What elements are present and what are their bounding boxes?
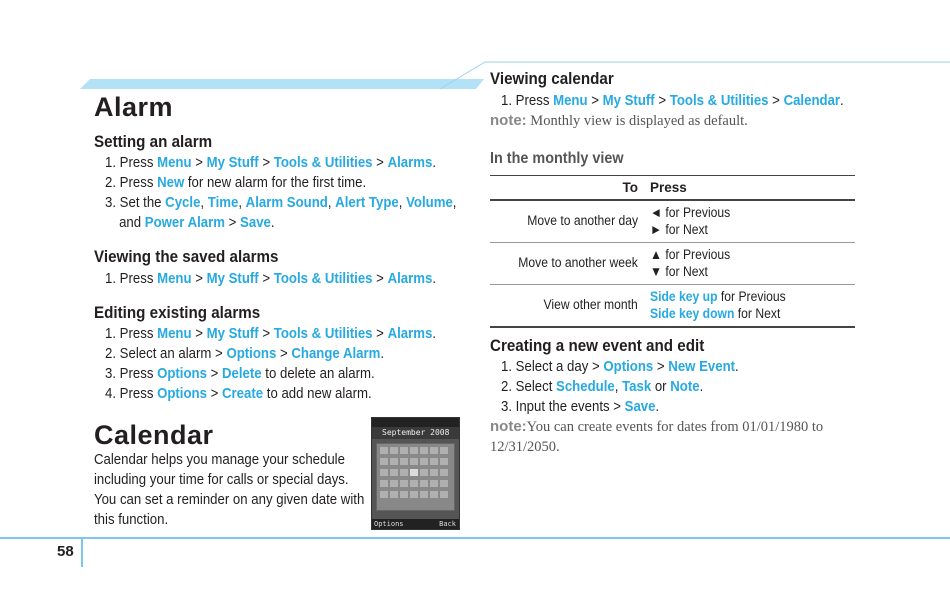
menu-path-term: Options: [157, 385, 207, 402]
step-text: >: [191, 270, 207, 287]
step-line: [105, 269, 436, 289]
phone-calendar-screenshot: [371, 417, 460, 530]
step-prefix: 1. Press: [105, 270, 158, 287]
menu-path-term: Schedule: [556, 378, 615, 395]
step-line: [105, 193, 456, 213]
menu-path-term: Tools & Utilities: [273, 270, 373, 287]
step-text: >: [224, 214, 241, 231]
setting-alarm-heading: Setting an alarm: [94, 133, 213, 151]
step-line: [105, 173, 456, 193]
menu-path-term: My Stuff: [206, 325, 259, 342]
step-prefix: and: [119, 214, 145, 231]
step-line: [105, 384, 436, 404]
viewing-calendar-heading: Viewing calendar: [490, 70, 614, 88]
intro-line: You can set a reminder on any given date with: [94, 491, 365, 508]
col-press-header: Press: [650, 180, 687, 195]
table-body: [490, 201, 855, 326]
menu-path-term: Menu: [157, 325, 192, 342]
step-text: ▲ for Previous: [650, 247, 731, 262]
step-prefix: 4. Press: [105, 385, 158, 402]
step-text: .: [840, 92, 844, 109]
step-line: [105, 364, 436, 384]
menu-path-term: Change Alarm: [291, 345, 381, 362]
menu-path-term: Calendar: [783, 92, 841, 109]
table-header-row: [490, 176, 855, 199]
table-row: [490, 285, 855, 326]
viewing-alarms-steps: [105, 269, 481, 289]
note-text: Monthly view is displayed as default.: [530, 113, 748, 129]
menu-path-term: Options: [603, 358, 654, 375]
step-prefix: 3. Press: [105, 365, 158, 382]
step-text: >: [258, 154, 274, 171]
step-text: >: [654, 92, 670, 109]
step-text: >: [206, 365, 223, 382]
step-text: >: [372, 325, 388, 342]
monthly-view-table: [490, 175, 855, 328]
step-line: [105, 324, 436, 344]
press-line: [650, 263, 730, 280]
menu-path-term: Menu: [157, 154, 192, 171]
table-row: [490, 201, 855, 243]
phone-month-header: September 2008: [372, 427, 459, 439]
monthly-view-heading: In the monthly view: [490, 150, 624, 167]
step-prefix: 1. Press: [501, 92, 554, 109]
step-prefix: 3. Set the: [105, 194, 166, 211]
step-text: >: [372, 270, 388, 287]
step-text: for Next: [734, 306, 781, 321]
step-text: to delete an alarm.: [261, 365, 375, 382]
step-text: ► for Next: [650, 222, 708, 237]
menu-path-term: Alarms: [387, 154, 433, 171]
press-line: [650, 204, 730, 221]
step-line: [105, 153, 456, 173]
phone-status-bar: [372, 418, 459, 427]
step-text: >: [768, 92, 784, 109]
table-cell-to: View other month: [543, 297, 638, 312]
step-prefix: 1. Select a day >: [501, 358, 604, 375]
step-prefix: 2. Select an alarm >: [105, 345, 227, 362]
menu-path-term: Cycle: [165, 194, 201, 211]
menu-path-term: Menu: [157, 270, 192, 287]
creating-event-heading: Creating a new event and edit: [490, 337, 705, 355]
viewing-calendar-note: [490, 111, 748, 131]
page-number: 58: [57, 543, 74, 560]
viewing-alarms-heading: Viewing the saved alarms: [94, 248, 279, 266]
table-cell-press: [650, 204, 730, 238]
menu-path-term: Task: [622, 378, 652, 395]
creating-event-steps: [501, 357, 771, 417]
step-prefix: 1. Press: [105, 154, 158, 171]
creating-event-note: [490, 417, 850, 457]
press-line: [650, 288, 786, 305]
top-decor-band: [0, 0, 950, 100]
step-text: >: [191, 154, 207, 171]
note-label: note:: [490, 112, 527, 129]
menu-path-term: Delete: [222, 365, 262, 382]
softkey-options: Options: [374, 520, 404, 528]
step-prefix: 3. Input the events >: [501, 398, 625, 415]
step-prefix: 2. Press: [105, 174, 158, 191]
menu-path-term: New: [157, 174, 185, 191]
step-text: ,: [238, 194, 246, 211]
menu-path-term: Alarm Sound: [245, 194, 328, 211]
step-line: [501, 91, 844, 111]
menu-path-term: My Stuff: [602, 92, 655, 109]
menu-path-term: Tools & Utilities: [273, 325, 373, 342]
step-text: ,: [452, 194, 457, 211]
menu-path-term: My Stuff: [206, 270, 259, 287]
press-line: [650, 246, 730, 263]
editing-alarms-heading: Editing existing alarms: [94, 304, 261, 322]
step-line: [501, 397, 739, 417]
intro-line: Calendar helps you manage your schedule: [94, 451, 345, 468]
press-line: [650, 221, 730, 238]
step-text: ,: [614, 378, 623, 395]
step-text: ,: [327, 194, 336, 211]
step-line: [501, 377, 739, 397]
step-prefix: 2. Select: [501, 378, 557, 395]
step-text: >: [191, 325, 207, 342]
calendar-grid-icon: [377, 444, 454, 510]
menu-path-term: My Stuff: [206, 154, 259, 171]
step-text: .: [735, 358, 739, 375]
intro-line: this function.: [94, 511, 169, 528]
step-line: [105, 213, 456, 233]
calendar-intro: [94, 450, 401, 530]
step-text: .: [655, 398, 660, 415]
menu-path-term: Menu: [553, 92, 588, 109]
step-text: >: [372, 154, 388, 171]
step-text: ,: [398, 194, 407, 211]
step-text: ◄ for Previous: [650, 205, 731, 220]
setting-alarm-steps: [105, 153, 504, 233]
menu-path-term: Side key down: [650, 306, 735, 321]
menu-path-term: Power Alarm: [144, 214, 225, 231]
menu-path-term: Tools & Utilities: [669, 92, 769, 109]
note-label: note:: [490, 418, 527, 435]
menu-path-term: Tools & Utilities: [273, 154, 373, 171]
menu-path-term: Side key up: [650, 289, 718, 304]
menu-path-term: Note: [670, 378, 700, 395]
phone-softkeys: [372, 519, 459, 529]
menu-path-term: Alarms: [387, 325, 433, 342]
footer-divider: [81, 539, 83, 567]
step-text: ,: [200, 194, 208, 211]
calendar-title: Calendar: [94, 420, 214, 450]
menu-path-term: Options: [226, 345, 277, 362]
menu-path-term: Volume: [406, 194, 453, 211]
step-text: for Previous: [717, 289, 786, 304]
table-cell-press: [650, 288, 786, 322]
editing-alarms-steps: [105, 324, 481, 404]
col-to-header: To: [622, 180, 638, 195]
phone-calendar-grid: [376, 443, 455, 511]
step-text: .: [699, 378, 704, 395]
note-text: You can create events for dates from 01/01/1980 to 12/31/2050.: [490, 419, 824, 455]
menu-path-term: Alert Type: [335, 194, 399, 211]
step-line: [501, 357, 739, 377]
softkey-back: Back: [439, 520, 456, 528]
footer-rule: [0, 537, 950, 539]
step-text: ▼ for Next: [650, 264, 708, 279]
step-text: >: [258, 325, 274, 342]
step-text: for new alarm for the first time.: [184, 174, 367, 191]
menu-path-term: Options: [157, 365, 207, 382]
step-text: >: [587, 92, 603, 109]
step-text: >: [653, 358, 669, 375]
table-cell-to: Move to another week: [518, 255, 638, 270]
step-text: .: [270, 214, 275, 231]
table-bottom-rule: [490, 326, 855, 328]
step-text: .: [432, 270, 436, 287]
step-text: >: [206, 385, 223, 402]
step-line: [105, 344, 436, 364]
step-text: >: [258, 270, 274, 287]
menu-path-term: New Event: [668, 358, 736, 375]
step-prefix: 1. Press: [105, 325, 158, 342]
intro-line: including your time for calls or special days.: [94, 471, 349, 488]
press-line: [650, 305, 786, 322]
menu-path-term: Alarms: [387, 270, 433, 287]
step-text: to add new alarm.: [263, 385, 372, 402]
table-cell-press: [650, 246, 730, 280]
step-text: >: [276, 345, 292, 362]
step-text: .: [432, 154, 436, 171]
menu-path-term: Save: [624, 398, 656, 415]
menu-path-term: Save: [240, 214, 271, 231]
table-row: [490, 243, 855, 285]
table-cell-to: Move to another day: [527, 213, 638, 228]
step-text: or: [651, 378, 671, 395]
alarm-title: Alarm: [94, 92, 174, 122]
step-text: .: [432, 325, 436, 342]
menu-path-term: Create: [222, 385, 264, 402]
menu-path-term: Time: [207, 194, 239, 211]
step-text: .: [380, 345, 385, 362]
viewing-calendar-steps: [501, 91, 890, 111]
